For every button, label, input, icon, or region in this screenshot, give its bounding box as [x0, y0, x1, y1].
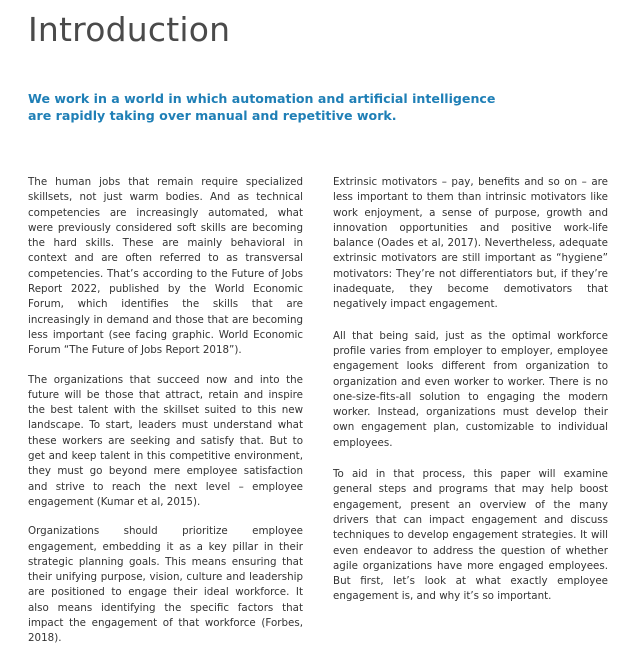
right-column [333, 175, 608, 605]
left-column [28, 175, 303, 647]
lead-paragraph: We work in a world in which automation and artificial intelligence are rapidly taking over manual and repetitive work. [28, 91, 496, 123]
body-paragraph: The human jobs that remain require specialized skillsets, not just warm bodies. And as technical competencies are increasingly automated, what were previously considered soft skills are becoming the hard skills. These are mainly behavioral in context and are often referred to as transversal competencies. That’s according to the Future of Jobs Report 2022, published by the World Economic Forum, which identifies the skills that are increasingly in demand and those that are becoming less important (see facing graphic. World Economic Forum “The Future of Jobs Report 2018”). [28, 176, 303, 357]
body-paragraph: Extrinsic motivators – pay, benefits and so on – are less important to them than intrinsic motivators like work enjoyment, a sense of purpose, growth and innovation opportunities and positive work-life balance (Oades et al, 2017). Nevertheless, adequate extrinsic motivators are still important as “hygiene” motivators: They’re not differentiators but, if they’re inadequate, they become demotivators that negatively impact engagement. [333, 176, 608, 311]
body-paragraph: To aid in that process, this paper will examine general steps and programs that may help boost engagement, present an overview of the many drivers that can impact engagement and discuss techniques to develop engagement strategies. It will even endeavor to address the question of whether agile organizations have more engaged employees. But first, let’s look at what exactly employee engagement is, and why it’s so important. [333, 468, 608, 603]
body-paragraph: The organizations that succeed now and into the future will be those that attract, retain and inspire the best talent with the skillset suited to this new landscape. To start, leaders must understand what these workers are seeking and satisfy that. But to get and keep talent in this competitive environment, they must go beyond mere employee satisfaction and strive to reach the next level – employee engagement (Kumar et al, 2015). [28, 373, 303, 508]
page-title: Introduction [28, 10, 231, 49]
body-paragraph: All that being said, just as the optimal workforce profile varies from employer to employer, employee engagement looks different from organization to organization and even worker to worker. There is no one-size-fits-all solution to engaging the modern worker. Instead, organizations must develop their own engagement plan, customizable to individual employees. [333, 329, 608, 449]
body-paragraph: Organizations should prioritize employee engagement, embedding it as a key pillar in their strategic planning goals. This means ensuring that their unifying purpose, vision, culture and leadership are positioned to engage their ideal workforce. It also means identifying the specific factors that impact the engagement of that workforce (Forbes, 2018). [28, 525, 303, 645]
